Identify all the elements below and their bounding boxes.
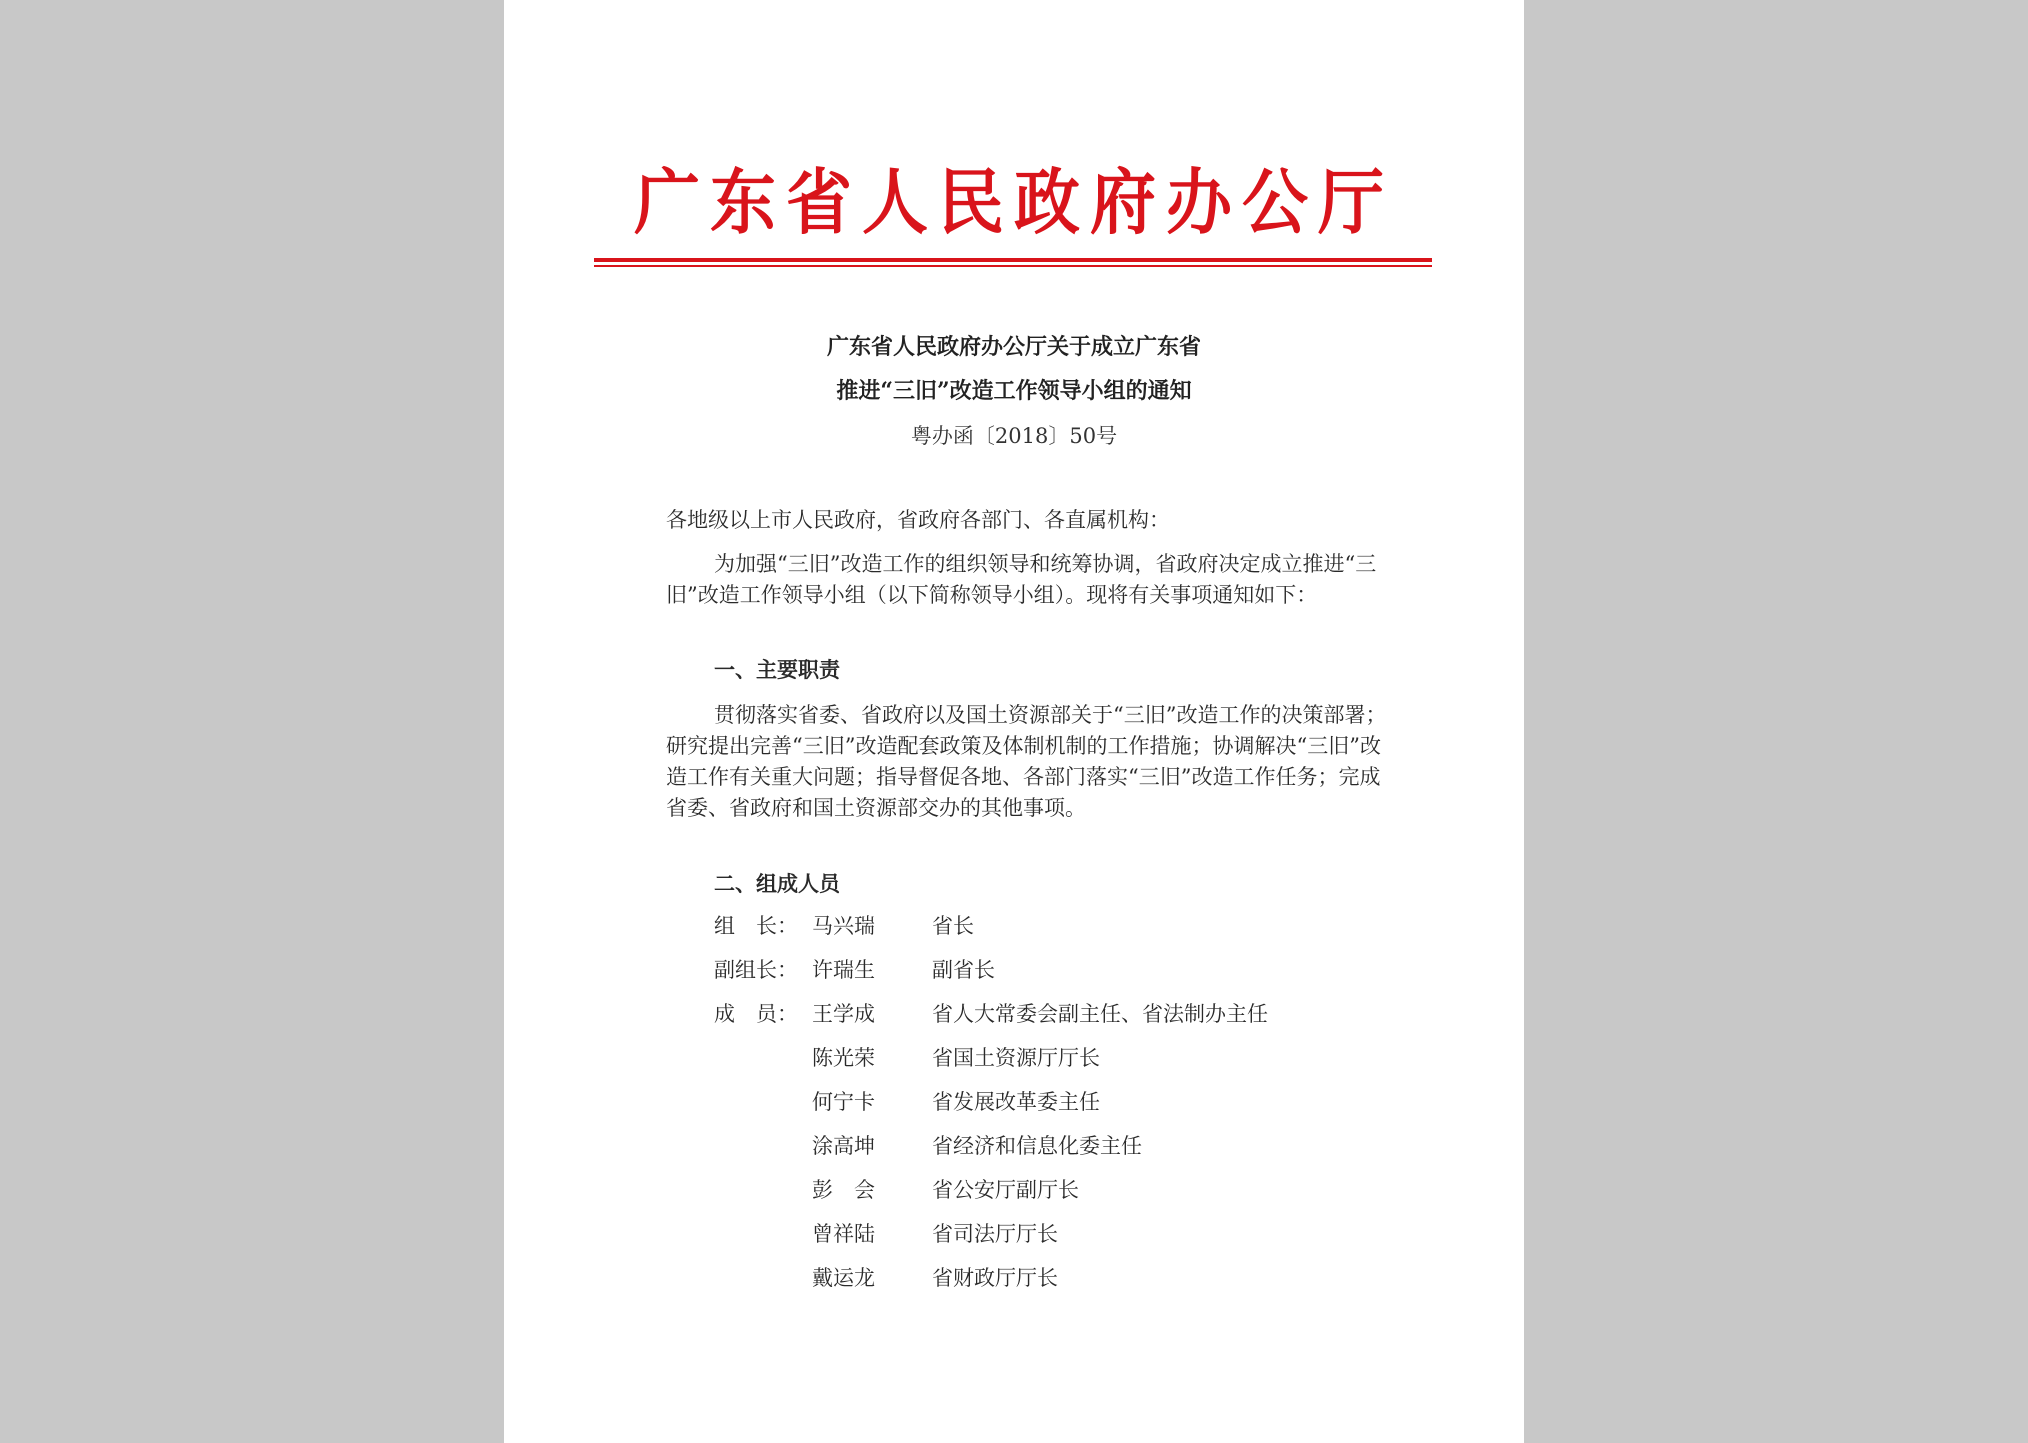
- member-post: 省人大常委会副主任、省法制办主任: [932, 1002, 1268, 1026]
- section-1-heading: 一、主要职责: [714, 657, 840, 682]
- member-name: 何宁卡: [812, 1090, 875, 1114]
- member-post: 省长: [932, 914, 974, 938]
- document-title-line-1: 广东省人民政府办公厅关于成立广东省: [826, 334, 1201, 360]
- member-name: 戴运龙: [812, 1266, 875, 1290]
- member-post: 省发展改革委主任: [932, 1090, 1100, 1114]
- member-role: 副组长：: [714, 958, 798, 982]
- document-page: [504, 0, 1524, 1443]
- member-name: 许瑞生: [812, 958, 875, 982]
- member-name: 曾祥陆: [812, 1222, 875, 1246]
- section-2-heading: 二、组成人员: [714, 871, 840, 896]
- member-post: 省经济和信息化委主任: [932, 1134, 1142, 1158]
- member-role: 成 员：: [714, 1002, 798, 1026]
- member-name: 彭 会: [812, 1178, 875, 1202]
- section-1-body: 贯彻落实省委、省政府以及国土资源部关于“三旧”改造工作的决策部署；研究提出完善“三旧”改造配套政策及体制机制的工作措施；协调解决“三旧”改造工作有关重大问题；指导督促各地、各部门落实“三旧”改造工作任务；完成省委、省政府和国土资源部交办的其他事项。: [666, 703, 1387, 820]
- masthead-rule-thin: [594, 265, 1432, 267]
- member-post: 省财政厅厅长: [932, 1266, 1058, 1290]
- member-name: 涂高坤: [812, 1134, 875, 1158]
- member-name: 马兴瑞: [812, 914, 875, 938]
- member-name: 王学成: [812, 1002, 875, 1026]
- member-post: 省公安厅副厅长: [932, 1178, 1079, 1202]
- document-title-line-2: 推进“三旧”改造工作领导小组的通知: [836, 378, 1192, 404]
- document-number: 粤办函〔2018〕50号: [910, 424, 1118, 448]
- member-name: 陈光荣: [812, 1046, 875, 1070]
- member-post: 副省长: [932, 958, 995, 982]
- masthead-title: 广东省人民政府办公厅: [634, 159, 1394, 245]
- masthead-rule-thick: [594, 258, 1432, 262]
- member-role: 组 长：: [714, 914, 798, 938]
- intro-paragraph: 为加强“三旧”改造工作的组织领导和统筹协调，省政府决定成立推进“三旧”改造工作领导小组（以下简称领导小组）。现将有关事项通知如下：: [666, 552, 1377, 607]
- member-post: 省司法厅厅长: [932, 1222, 1058, 1246]
- salutation: 各地级以上市人民政府，省政府各部门、各直属机构：: [666, 508, 1170, 532]
- member-post: 省国土资源厅厅长: [932, 1046, 1100, 1070]
